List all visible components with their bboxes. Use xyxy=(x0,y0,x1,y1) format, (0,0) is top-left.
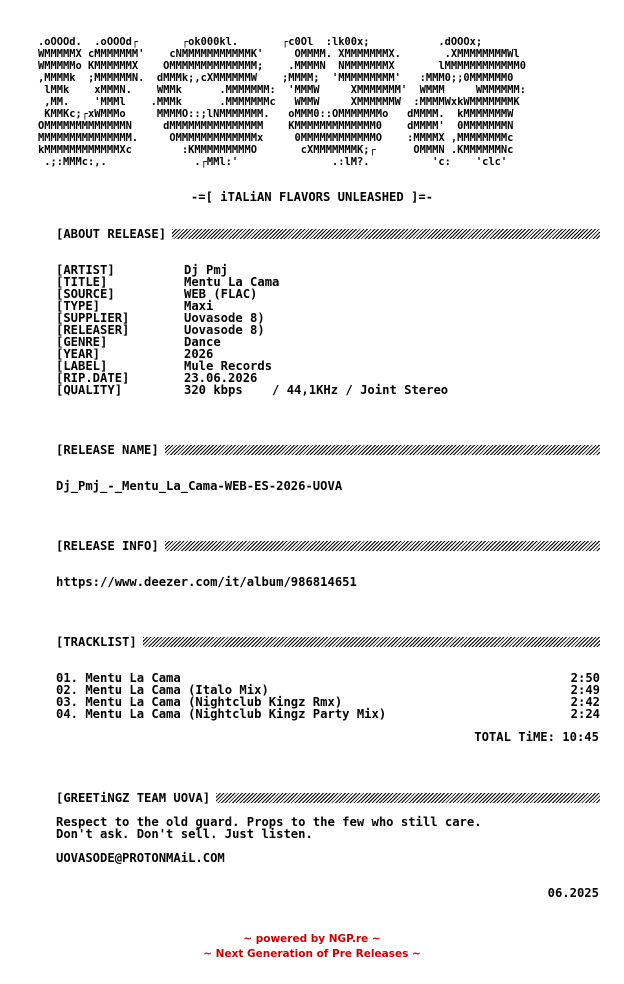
section-title: [ABOUT RELEASE] xyxy=(56,227,167,241)
field-value: 320 kbps / 44,1KHz / Joint Stereo xyxy=(184,383,449,397)
field-value: Uovasode 8) xyxy=(184,323,265,337)
hatched-divider xyxy=(165,445,600,455)
section-title: [RELEASE INFO] xyxy=(56,539,159,553)
hatched-divider xyxy=(172,229,600,239)
track-time: 2:49 xyxy=(570,683,600,697)
field-value: Mule Records xyxy=(184,359,273,373)
track-title: 04. Mentu La Cama (Nightclub Kingz Party Mix) xyxy=(56,707,387,721)
tracklist xyxy=(56,672,600,720)
footer-tagline: ~ Next Generation of Pre Releases ~ xyxy=(203,948,421,960)
field-value: Mentu La Cama xyxy=(184,275,280,289)
slogan: -=[ iTALiAN FLAVORS UNLEASHED ]=- xyxy=(190,190,434,204)
footer-powered-by[interactable]: ~ powered by NGP.re ~ xyxy=(243,933,381,945)
release-info-header xyxy=(56,540,600,552)
field-label: [QUALITY] xyxy=(56,383,123,397)
greetings-header xyxy=(56,792,600,804)
release-name-header xyxy=(56,444,600,456)
track-time: 2:24 xyxy=(570,707,600,721)
field-label: [TYPE] xyxy=(56,299,101,313)
hatched-divider xyxy=(143,637,600,647)
field-value: 23.06.2026 xyxy=(184,371,258,385)
track-title: 01. Mentu La Cama xyxy=(56,671,181,685)
tracklist-header xyxy=(56,636,600,648)
track-time: 2:50 xyxy=(570,671,600,685)
info-row-releaser xyxy=(56,324,448,336)
field-value: Maxi xyxy=(184,299,214,313)
release-name: Dj_Pmj_-_Mentu_La_Cama-WEB-ES-2026-UOVA xyxy=(56,479,343,493)
section-title: [GREETiNGZ TEAM UOVA] xyxy=(56,791,211,805)
about-release-table xyxy=(56,264,448,396)
greetings-line-2: Don't ask. Don't sell. Just listen. xyxy=(56,827,313,841)
field-label: [YEAR] xyxy=(56,347,101,361)
hatched-divider xyxy=(165,541,600,551)
ascii-logo: .oOOOd. .oOOOd┌ ┌ok000kl. ┌c0Ol :lk00x; .dOOOx; WMMMMMX cMMMMMMM' cNMMMMMMMMMMMK' OMMMM. XMMMMMMMX. .XMMMMMMMMWl WMMMMMo KMMMMMMX OMMMMMMMMMMMMMM; .MMMMN NMMMMMMMX lMMMMMMMMMMMM0 ,MMMMk ;MMMMMMN. dMMMk;,cXMMMMMMW ;MMMM; 'MMMMMMMMM' :MMM0;;0MMMMMM0 lMMk xMMMN. WMMk .MMMMMMM: 'MMMW XMMMMMMM' WMMM WMMMMMM: ,MM. 'MMMl .MMMk .MMMMMMMc WMMW XMMMMMMW :MMMMWxkWMMMMMMMK KMMKc;┌xWMMMo MMMMO::;lNMMMMMMM. oMMM0::OMMMMMMMo dMMMM. kMMMMMMMW OMMMMMMMMMMMMMN dMMMMMMMMMMMMMMM KMMMMMMMMMMMMM0 dMMMM' 0MMMMMMMN MMMMMMMMMMMMMMM. OMMMMMMMMMMMMMx 0MMMMMMMMMMMMO :MMMMX ,MMMMMMMMc kMMMMMMMMMMMMXc :KMMMMMMMMMO cXMMMMMMMK;┌ OMMMN .KMMMMMMNc .;:MMMc:,. .┌MMl:' .:lM?. 'c: 'clc' xyxy=(38,36,526,168)
field-value: Dj Pmj xyxy=(184,263,229,277)
field-label: [SOURCE] xyxy=(56,287,115,301)
release-info-link[interactable]: https://www.deezer.com/it/album/986814651 xyxy=(56,575,357,589)
track-title: 02. Mentu La Cama (Italo Mix) xyxy=(56,683,269,697)
field-label: [RIP.DATE] xyxy=(56,371,130,385)
hatched-divider xyxy=(216,793,600,803)
track-title: 03. Mentu La Cama (Nightclub Kingz Rmx) xyxy=(56,695,343,709)
field-value: 2026 xyxy=(184,347,214,361)
info-row-genre xyxy=(56,336,448,348)
field-value: WEB (FLAC) xyxy=(184,287,258,301)
contact-email[interactable]: UOVASODE@PROTONMAiL.COM xyxy=(56,851,225,865)
section-title: [RELEASE NAME] xyxy=(56,443,159,457)
field-label: [TITLE] xyxy=(56,275,108,289)
field-label: [GENRE] xyxy=(56,335,108,349)
release-date: 06.2025 xyxy=(547,886,599,900)
field-value: Dance xyxy=(184,335,221,349)
total-time: TOTAL TiME: 10:45 xyxy=(474,730,599,744)
section-title: [TRACKLIST] xyxy=(56,635,137,649)
field-value: Uovasode 8) xyxy=(184,311,265,325)
info-row-source xyxy=(56,288,448,300)
field-label: [RELEASER] xyxy=(56,323,130,337)
track-row xyxy=(56,708,600,720)
about-release-header xyxy=(56,228,600,240)
track-time: 2:42 xyxy=(570,695,600,709)
info-row-quality xyxy=(56,384,448,396)
field-label: [LABEL] xyxy=(56,359,108,373)
greetings-line-1: Respect to the old guard. Props to the few who still care. xyxy=(56,815,482,829)
field-label: [SUPPLIER] xyxy=(56,311,130,325)
field-label: [ARTIST] xyxy=(56,263,115,277)
